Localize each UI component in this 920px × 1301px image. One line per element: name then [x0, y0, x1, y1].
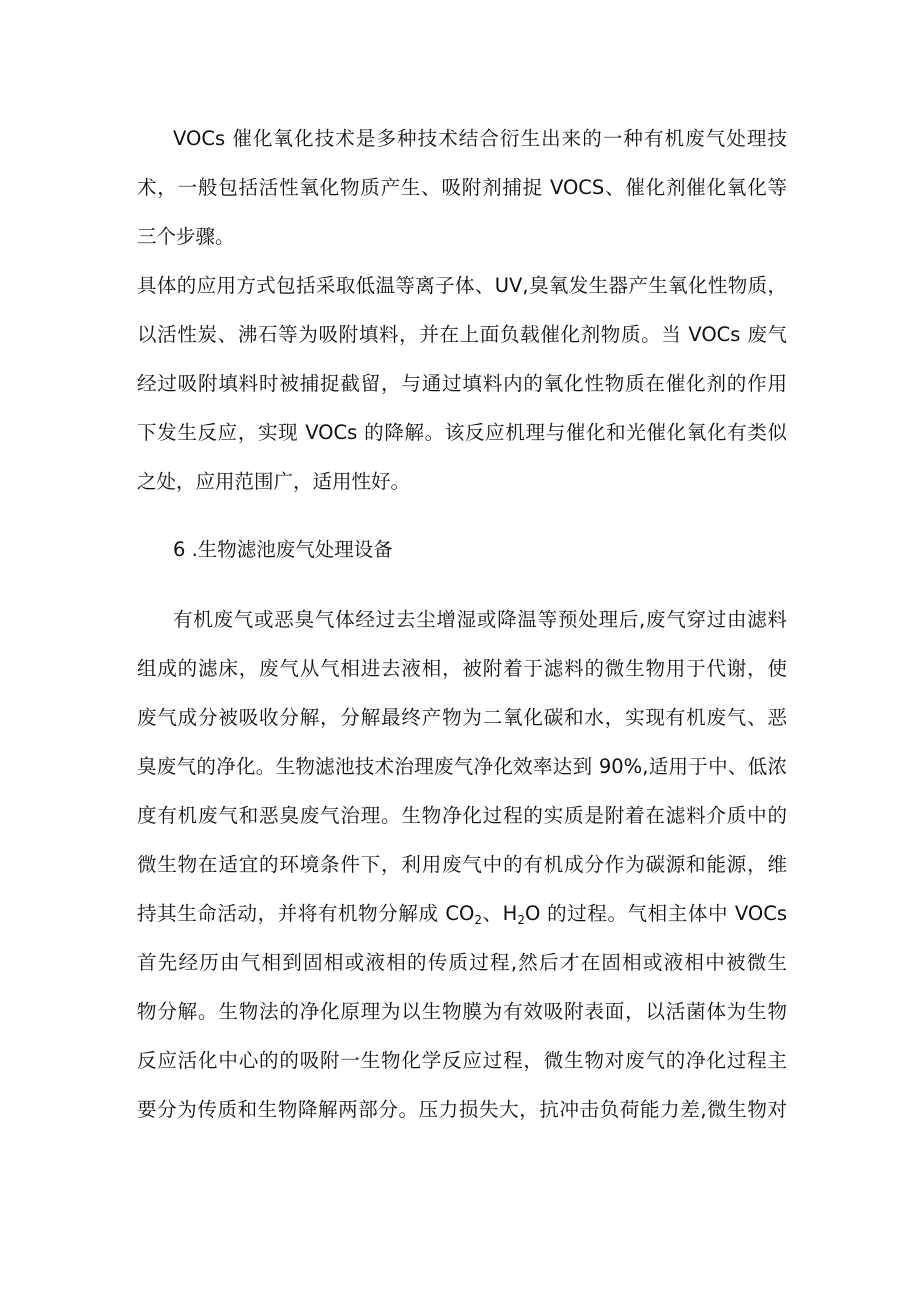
formula-text-middle: 、H — [481, 902, 518, 925]
paragraph-3-line-9: 物分解。生物法的净化原理为以生物膜为有效吸附表面，以活菌体为生物 — [137, 1000, 787, 1023]
paragraph-2-line-4: 下发生反应，实现 VOCs 的降解。该反应机理与催化和光催化氧化有类似 — [137, 421, 787, 444]
h2o-subscript: 2 — [517, 913, 525, 927]
paragraph-3-line-10: 反应活化中心的的吸附一生物化学反应过程，微生物对废气的净化过程主 — [137, 1049, 787, 1072]
paragraph-3-line-3: 废气成分被吸收分解，分解最终产物为二氧化碳和水，实现有机废气、恶 — [137, 706, 787, 729]
paragraph-3-line-8: 首先经历由气相到固相或液相的传质过程,然后才在固相或液相中被微生 — [137, 951, 787, 974]
formula-text-before: 持其生命活动，并将有机物分解成 CO — [137, 902, 475, 925]
paragraph-3-line-11: 要分为传质和生物降解两部分。压力损失大，抗冲击负荷能力差,微生物对 — [137, 1098, 787, 1121]
paragraph-3-line-1: 有机废气或恶臭气体经过去尘增湿或降温等预处理后,废气穿过由滤料 — [173, 608, 787, 631]
paragraph-3-line-2: 组成的滤床，废气从气相进去液相，被附着于滤料的微生物用于代谢，使 — [137, 657, 787, 680]
paragraph-3-line-7 — [137, 897, 787, 937]
paragraph-3-line-5: 度有机废气和恶臭废气治理。生物净化过程的实质是附着在滤料介质中的 — [137, 804, 787, 827]
paragraph-1-line-3: 三个步骤。 — [137, 225, 235, 248]
paragraph-1-line-1: VOCs 催化氧化技术是多种技术结合衍生出来的一种有机废气处理技 — [173, 127, 787, 150]
formula-text-after: O 的过程。气相主体中 VOCs — [524, 902, 787, 925]
paragraph-1-line-2: 术，一般包括活性氧化物质产生、吸附剂捕捉 VOCS、催化剂催化氧化等 — [137, 176, 787, 199]
section-heading: 6 .生物滤池废气处理设备 — [173, 538, 393, 561]
paragraph-2-line-2: 以活性炭、沸石等为吸附填料，并在上面负载催化剂物质。当 VOCs 废气 — [137, 323, 787, 346]
paragraph-2-line-5: 之处，应用范围广，适用性好。 — [137, 470, 411, 493]
paragraph-3-line-4: 臭废气的净化。生物滤池技术治理废气净化效率达到 90%,适用于中、低浓 — [137, 755, 787, 778]
paragraph-2-line-3: 经过吸附填料时被捕捉截留，与通过填料内的氧化性物质在催化剂的作用 — [137, 372, 787, 395]
co2-subscript: 2 — [474, 913, 482, 927]
paragraph-3-line-6: 微生物在适宜的环境条件下，利用废气中的有机成分作为碳源和能源，维 — [137, 853, 787, 876]
paragraph-2-line-1: 具体的应用方式包括采取低温等离子体、UV,臭氧发生器产生氧化性物质， — [137, 274, 787, 297]
